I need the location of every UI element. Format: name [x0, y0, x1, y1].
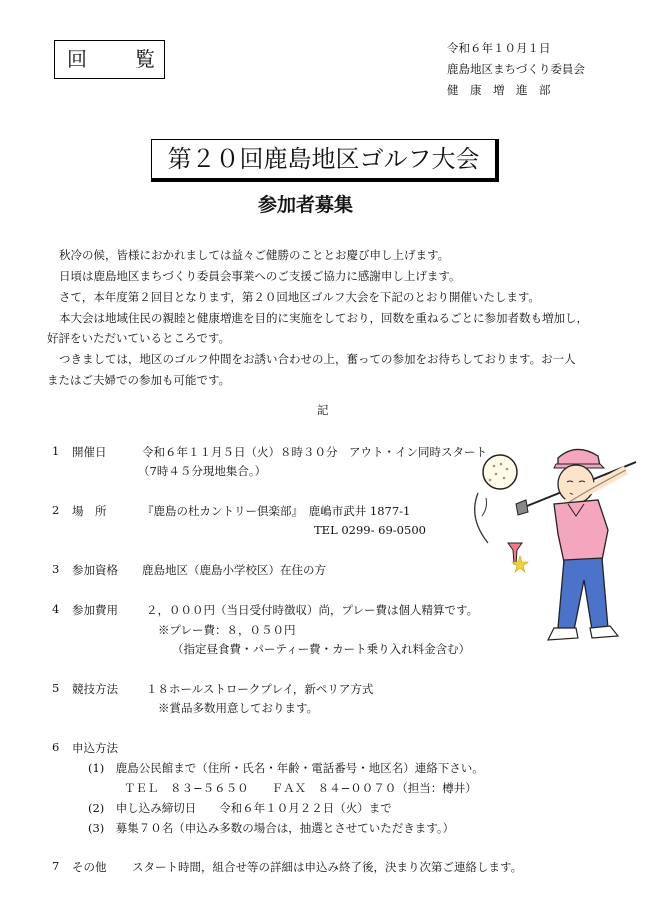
item-label-format: 競技方法	[72, 682, 118, 696]
contact-phone-fax: ＴＥＬ ８３−５６５０ ＦＡＸ ８４−００７０（担当：樽井）	[124, 781, 477, 795]
department-name: 健 康 増 進 部	[447, 83, 551, 97]
item-label-venue: 場 所	[72, 504, 107, 518]
golfer-illustration	[458, 438, 638, 668]
intro-line: つきましては，地区のゴルフ仲間をお誘い合わせの上，奮っての参加をお待ちしております。お一人	[59, 352, 576, 366]
intro-line: 秋冷の候，皆様におかれましては益々ご健勝のこととお慶び申し上げます。	[59, 248, 450, 262]
eligibility: 鹿島地区（鹿島小学校区）在住の方	[142, 563, 326, 577]
item-label-date: 開催日	[72, 445, 107, 459]
intro-line: 好評をいただいているところです。	[47, 331, 230, 345]
application-contact: (1) 鹿島公民館まで（住所・氏名・年齢・電話番号・地区名）連絡下さい。	[88, 761, 484, 775]
intro-line: またはご夫婦での参加も可能です。	[47, 373, 231, 387]
item-number: 4	[52, 602, 60, 616]
play-fee-note: （指定昼食費・パーティー費・カート乗り入れ料金含む）	[172, 642, 471, 656]
meeting-time: （7時４５分現地集合。）	[138, 464, 267, 478]
venue-phone: TEL 0299- 69-0500	[314, 523, 426, 537]
item-number: 1	[52, 444, 60, 458]
intro-line: 本大会は地域住民の親睦と健康増進を目的に実施をしており，回数を重ねるごとに参加者数も増加し，	[59, 311, 588, 325]
application-deadline: (2) 申し込み締切日 令和６年１０月２２日（火）まで	[88, 801, 392, 815]
item-label-other: その他	[72, 860, 107, 874]
ki-marker: 記	[317, 403, 329, 417]
item-label-fee: 参加費用	[72, 603, 118, 617]
capacity-note: (3) 募集７０名（申込み多数の場合は，抽選とさせていただきます。）	[88, 821, 455, 835]
prizes-note: ※賞品多数用意しております。	[158, 701, 319, 715]
circulation-stamp: 回 覧	[54, 40, 165, 79]
play-fee: ※プレー費：８，０５０円	[158, 623, 296, 637]
item-number: 5	[52, 681, 60, 695]
item-number: 2	[52, 503, 60, 517]
golf-ball-icon	[483, 455, 517, 489]
intro-line: 日頃は鹿島地区まちづくり委員会事業へのご支援ご協力に感謝申し上げます。	[59, 269, 461, 283]
document-title: 第２０回鹿島地区ゴルフ大会	[151, 139, 499, 182]
competition-format: １８ホールストロークプレイ，新ペリア方式	[146, 682, 374, 696]
item-number: 6	[52, 740, 60, 754]
item-number: 3	[52, 562, 60, 576]
participation-fee: ２，０００円（当日受付時徴収）尚，プレー費は個人精算です。	[146, 603, 479, 617]
item-label-application: 申込方法	[72, 741, 118, 755]
venue-name-address: 『鹿島の杜カントリー倶楽部』 鹿嶋市武井 1877-1	[142, 504, 411, 518]
intro-line: さて，本年度第２回目となります，第２０回地区ゴルフ大会を下記のとおり開催いたします。	[59, 290, 540, 304]
golf-tee-icon	[508, 543, 528, 572]
document-subtitle: 参加者募集	[258, 194, 354, 216]
event-datetime: 令和６年１１月５日（火）８時３０分 アウト・イン同時スタート	[142, 445, 487, 459]
issue-date: 令和６年１０月１日	[447, 41, 551, 55]
item-number: 7	[52, 859, 60, 873]
other-details: スタート時間，組合せ等の詳細は申込み終了後，決まり次第ご連絡します。	[132, 860, 523, 874]
item-label-eligibility: 参加資格	[72, 563, 118, 577]
organization-name: 鹿島地区まちづくり委員会	[447, 62, 585, 76]
